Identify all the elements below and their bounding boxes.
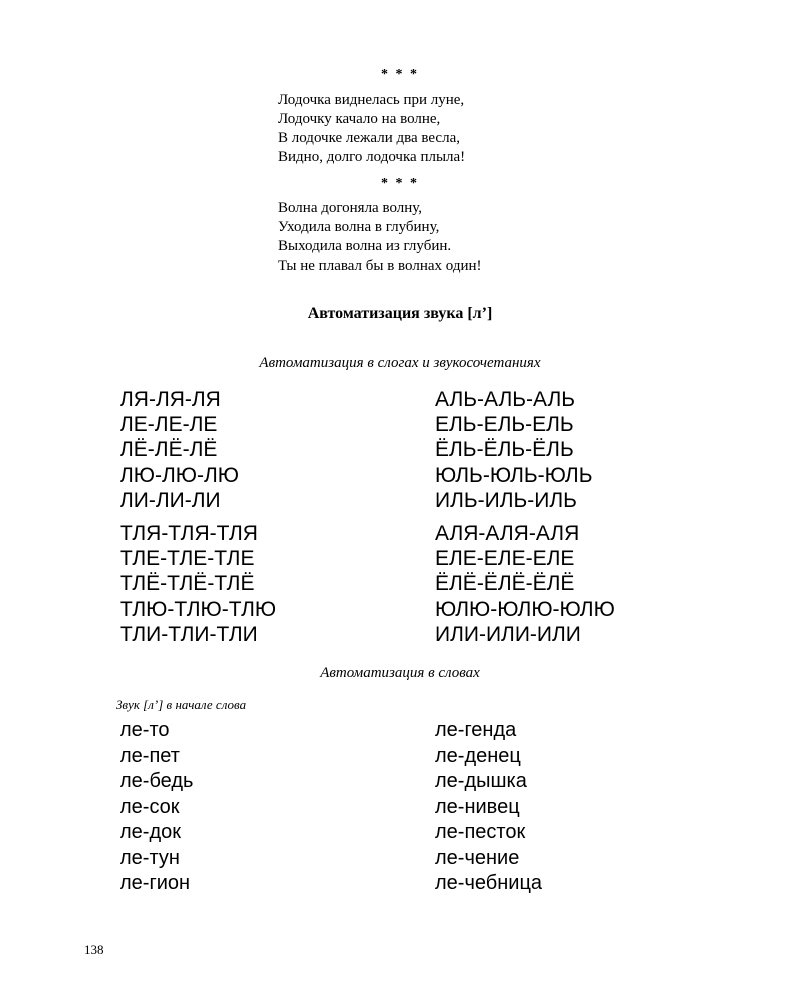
word-right: ле-чение (435, 847, 520, 869)
syllable-left: ТЛИ-ТЛИ-ТЛИ (120, 623, 258, 646)
word-left: ле-тун (120, 847, 180, 869)
syllable-right: АЛЬ-АЛЬ-АЛЬ (435, 388, 576, 411)
poem1-line: Видно, долго лодочка плыла! (278, 149, 466, 165)
syllable-right: ЕЛЕ-ЕЛЕ-ЕЛЕ (435, 547, 575, 570)
page-number: 138 (84, 942, 104, 957)
syllable-right: ЁЛЁ-ЁЛЁ-ЁЛЁ (435, 572, 575, 595)
word-left: ле-сок (120, 796, 180, 818)
syllable-right: ЕЛЬ-ЕЛЬ-ЕЛЬ (435, 413, 574, 436)
syllable-left: ЛЮ-ЛЮ-ЛЮ (120, 464, 239, 487)
word-right: ле-генда (435, 719, 517, 741)
syllable-right: ЁЛЬ-ЁЛЬ-ЁЛЬ (435, 438, 574, 461)
word-left: ле-гион (120, 872, 191, 894)
word-left: ле-бедь (120, 770, 194, 792)
word-right: ле-песток (435, 821, 526, 843)
poem1-separator: * * * (381, 67, 419, 82)
section-title: Автоматизация звука [л’] (307, 305, 493, 322)
syllable-left: ЛЁ-ЛЁ-ЛЁ (120, 438, 218, 461)
poem2-line: Уходила волна в глубину, (278, 219, 440, 235)
poem2-line: Выходила волна из глубин. (278, 238, 452, 254)
word-right: ле-чебница (435, 872, 543, 894)
syllables-subtitle: Автоматизация в слогах и звукосочетаниях (259, 355, 541, 371)
poem1-line: В лодочке лежали два весла, (278, 130, 460, 146)
syllable-left: ЛЕ-ЛЕ-ЛЕ (120, 413, 218, 436)
syllable-left: ТЛЯ-ТЛЯ-ТЛЯ (120, 522, 258, 545)
word-left: ле-док (120, 821, 181, 843)
syllable-right: ЮЛЬ-ЮЛЬ-ЮЛЬ (435, 464, 593, 487)
poem1-line: Лодочку качало на волне, (278, 111, 441, 127)
poem1-line: Лодочка виднелась при луне, (278, 92, 465, 108)
word-left: ле-то (120, 719, 170, 741)
poem2-line: Волна догоняла волну, (278, 200, 423, 216)
poem2-line: Ты не плавал бы в волнах один! (278, 258, 482, 274)
syllable-right: ЮЛЮ-ЮЛЮ-ЮЛЮ (435, 598, 615, 621)
syllable-right: ИЛИ-ИЛИ-ИЛИ (435, 623, 581, 646)
syllable-right: ИЛЬ-ИЛЬ-ИЛЬ (435, 489, 577, 512)
syllable-left: ТЛЕ-ТЛЕ-ТЛЕ (120, 547, 255, 570)
word-right: ле-денец (435, 745, 521, 767)
syllable-left: ТЛЮ-ТЛЮ-ТЛЮ (120, 598, 277, 621)
words-subtitle: Автоматизация в словах (320, 665, 480, 681)
syllable-right: АЛЯ-АЛЯ-АЛЯ (435, 522, 580, 545)
words-label: Звук [л’] в начале слова (116, 697, 247, 712)
poem2-separator: * * * (381, 176, 419, 191)
syllable-left: ЛИ-ЛИ-ЛИ (120, 489, 221, 512)
syllable-left: ЛЯ-ЛЯ-ЛЯ (120, 388, 221, 411)
word-left: ле-пет (120, 745, 180, 767)
word-right: ле-нивец (435, 796, 520, 818)
word-right: ле-дышка (435, 770, 527, 792)
syllable-left: ТЛЁ-ТЛЁ-ТЛЁ (120, 572, 255, 595)
